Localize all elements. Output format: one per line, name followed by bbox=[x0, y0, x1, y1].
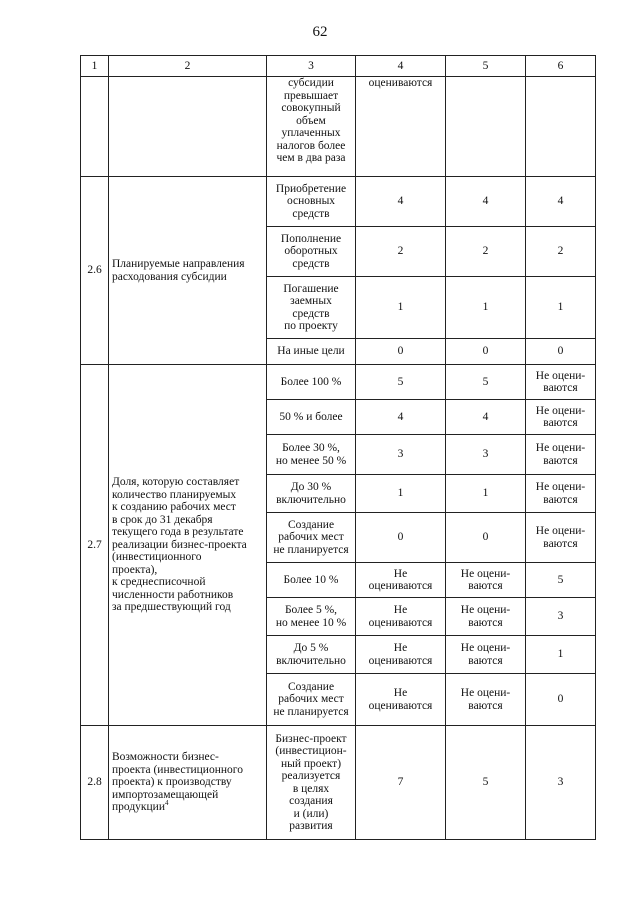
score-col6: 0 bbox=[526, 674, 596, 726]
score-col5: Не оцени- ваются bbox=[446, 563, 526, 598]
row-number bbox=[81, 77, 109, 177]
criterion-condition: Бизнес-проект (инвестицион- ный проект) реализуется в целях создания и (или) развития bbox=[267, 726, 356, 840]
criterion-name bbox=[109, 726, 267, 840]
row-number: 2.6 bbox=[81, 177, 109, 365]
table-row bbox=[81, 177, 596, 227]
score-col6: 5 bbox=[526, 563, 596, 598]
criterion-condition: субсидии превышает совокупный объем уплаченных налогов более чем в два раза bbox=[267, 77, 356, 177]
criterion-condition: До 30 % включительно bbox=[267, 475, 356, 513]
score-col5: 5 bbox=[446, 365, 526, 400]
header-cell: 6 bbox=[526, 56, 596, 77]
header-cell: 2 bbox=[109, 56, 267, 77]
score-col4: 7 bbox=[356, 726, 446, 840]
score-col5: Не оцени- ваются bbox=[446, 598, 526, 636]
footnote-mark: 4 bbox=[164, 799, 169, 808]
score-col4: 4 bbox=[356, 177, 446, 227]
criterion-title: Возможности бизнес- проекта (инвестиционного проекта) к производству импортозамещающей продукции bbox=[112, 751, 243, 814]
score-col4: Не оцениваются bbox=[356, 598, 446, 636]
criterion-condition: Более 100 % bbox=[267, 365, 356, 400]
score-col6: 2 bbox=[526, 227, 596, 277]
criterion-name bbox=[109, 77, 267, 177]
score-col5: 0 bbox=[446, 513, 526, 563]
score-col5: 0 bbox=[446, 339, 526, 365]
header-cell: 1 bbox=[81, 56, 109, 77]
score-col5 bbox=[446, 77, 526, 177]
score-col6: Не оцени- ваются bbox=[526, 513, 596, 563]
header-cell: 5 bbox=[446, 56, 526, 77]
score-col5: 1 bbox=[446, 277, 526, 339]
header-cell: 4 bbox=[356, 56, 446, 77]
score-col4: 3 bbox=[356, 435, 446, 475]
criteria-table bbox=[80, 55, 596, 840]
criterion-condition: Погашение заемных средств по проекту bbox=[267, 277, 356, 339]
score-col6: Не оцени- ваются bbox=[526, 400, 596, 435]
score-col6: 3 bbox=[526, 726, 596, 840]
row-number: 2.8 bbox=[81, 726, 109, 840]
score-col6: Не оцени- ваются bbox=[526, 365, 596, 400]
score-col6: 4 bbox=[526, 177, 596, 227]
score-col6: 1 bbox=[526, 277, 596, 339]
score-col4: оцениваются bbox=[356, 77, 446, 177]
score-col5: 3 bbox=[446, 435, 526, 475]
score-col6: 1 bbox=[526, 636, 596, 674]
score-col5: 5 bbox=[446, 726, 526, 840]
criterion-name: Планируемые направления расходования субсидии bbox=[109, 177, 267, 365]
score-col5: 1 bbox=[446, 475, 526, 513]
score-col4: 2 bbox=[356, 227, 446, 277]
table-row bbox=[81, 726, 596, 840]
header-cell: 3 bbox=[267, 56, 356, 77]
criterion-condition: Приобретение основных средств bbox=[267, 177, 356, 227]
criterion-condition: 50 % и более bbox=[267, 400, 356, 435]
score-col5: 2 bbox=[446, 227, 526, 277]
score-col5: 4 bbox=[446, 400, 526, 435]
criterion-condition: На иные цели bbox=[267, 339, 356, 365]
table-header-row bbox=[81, 56, 596, 77]
score-col4: 5 bbox=[356, 365, 446, 400]
criterion-condition: Создание рабочих мест не планируется bbox=[267, 513, 356, 563]
score-col4: Не оцениваются bbox=[356, 674, 446, 726]
score-col4: 4 bbox=[356, 400, 446, 435]
table-row bbox=[81, 77, 596, 177]
criterion-condition: Создание рабочих мест не планируется bbox=[267, 674, 356, 726]
score-col4: Не оцениваются bbox=[356, 563, 446, 598]
score-col4: 1 bbox=[356, 475, 446, 513]
score-col5: Не оцени- ваются bbox=[446, 674, 526, 726]
score-col6: Не оцени- ваются bbox=[526, 435, 596, 475]
criterion-condition: До 5 % включительно bbox=[267, 636, 356, 674]
score-col4: 1 bbox=[356, 277, 446, 339]
score-col6 bbox=[526, 77, 596, 177]
criterion-condition: Пополнение оборотных средств bbox=[267, 227, 356, 277]
score-col6: 0 bbox=[526, 339, 596, 365]
criterion-condition: Более 5 %, но менее 10 % bbox=[267, 598, 356, 636]
score-col4: Не оцениваются bbox=[356, 636, 446, 674]
score-col5: Не оцени- ваются bbox=[446, 636, 526, 674]
score-col4: 0 bbox=[356, 513, 446, 563]
score-col5: 4 bbox=[446, 177, 526, 227]
page-number: 62 bbox=[312, 24, 328, 40]
row-number: 2.7 bbox=[81, 365, 109, 726]
criterion-condition: Более 30 %, но менее 50 % bbox=[267, 435, 356, 475]
criterion-condition: Более 10 % bbox=[267, 563, 356, 598]
criterion-name: Доля, которую составляет количество планируемых к созданию рабочих мест в срок до 31 декабря текущего года в результате реализации бизнес-проекта (инвестиционного проекта), к среднесписочной численности работников за предшествующий год bbox=[109, 365, 267, 726]
score-col4: 0 bbox=[356, 339, 446, 365]
table-row bbox=[81, 365, 596, 400]
score-col6: 3 bbox=[526, 598, 596, 636]
score-col6: Не оцени- ваются bbox=[526, 475, 596, 513]
